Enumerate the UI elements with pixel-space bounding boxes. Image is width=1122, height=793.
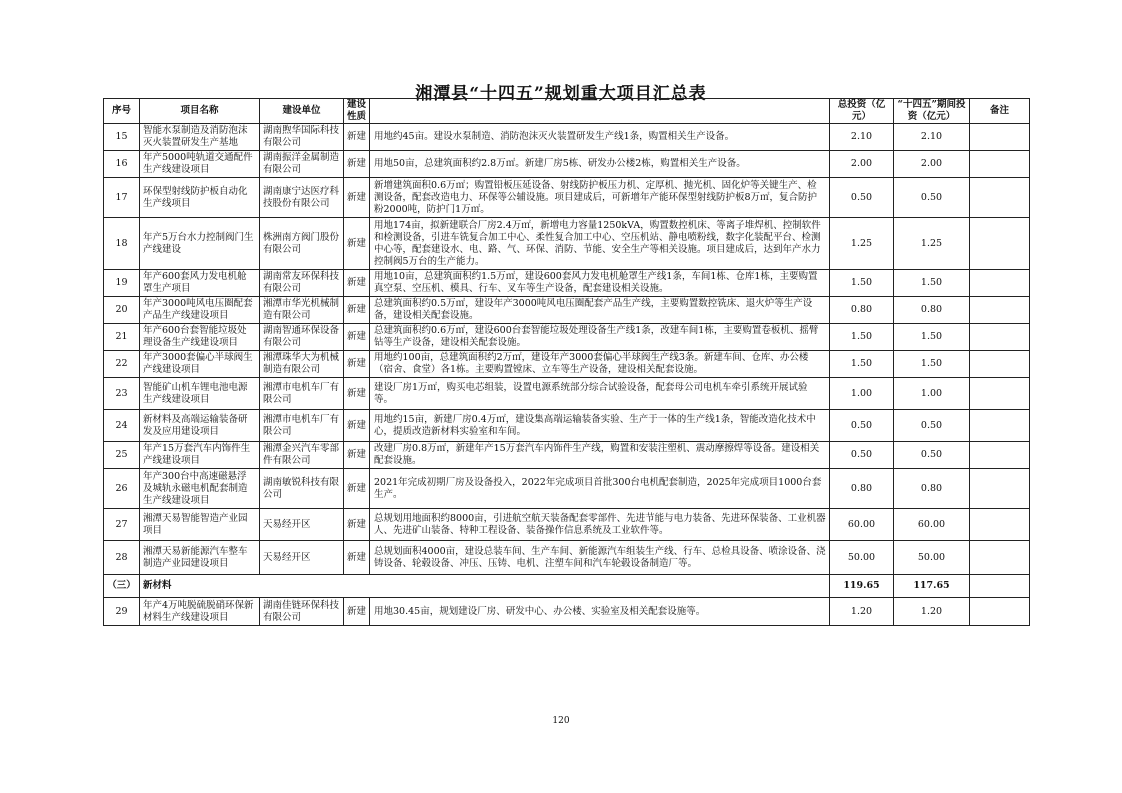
header-unit: 建设单位: [260, 99, 344, 124]
project-name: 年产5000吨轨道交通配件生产线建设项目: [140, 151, 260, 178]
build-content: 用地30.45亩，规划建设厂房、研发中心、办公楼、实验室及相关配套设施等。: [370, 598, 830, 626]
remark: [970, 297, 1030, 324]
builder-unit: 湘潭金兴汽车零部件有限公司: [260, 442, 344, 469]
project-name: 智能水泵制造及消防泡沫灭火装置研发生产基地: [140, 124, 260, 151]
build-content: 用地约100亩，总建筑面积约2万㎡，建设年产3000套偏心半球阀生产线3条。新建车间、仓库、办公楼（宿舍、食堂）各1栋。主要购置镗床、立车等生产设备，建设相关配套设施。: [370, 351, 830, 378]
table-row: [104, 378, 1030, 410]
builder-unit: 湘潭市电机车厂有限公司: [260, 410, 344, 442]
table-row: [104, 598, 1030, 626]
plan-investment: 1.50: [894, 324, 970, 351]
builder-unit: 湖南佳链环保科技有限公司: [260, 598, 344, 626]
project-name: 年产3000套偏心半球阀生产线建设项目: [140, 351, 260, 378]
remark: [970, 442, 1030, 469]
remark: [970, 509, 1030, 541]
project-name: 年产3000吨风电压圈配套产品生产线建设项目: [140, 297, 260, 324]
row-number: 20: [104, 297, 140, 324]
header-nature: 建设性质: [344, 99, 370, 124]
row-number: 17: [104, 178, 140, 218]
builder-unit: 天易经开区: [260, 509, 344, 541]
row-number: 27: [104, 509, 140, 541]
plan-investment: 50.00: [894, 541, 970, 575]
total-investment: 1.25: [830, 218, 894, 270]
build-nature: 新建: [344, 178, 370, 218]
total-investment: 1.50: [830, 351, 894, 378]
project-name: 湘潭天易智能智造产业园项目: [140, 509, 260, 541]
section-remark: [970, 575, 1030, 598]
plan-investment: 1.50: [894, 270, 970, 297]
table-row: [104, 509, 1030, 541]
table-row: [104, 469, 1030, 509]
total-investment: 1.50: [830, 324, 894, 351]
row-number: 21: [104, 324, 140, 351]
build-nature: 新建: [344, 509, 370, 541]
build-content: 总规划面积4000亩，建设总装车间、生产车间、新能源汽车组装生产线、行车、总检具设备、喷涂设备、浇铸设备、轮毂设备、冲压、压铸、电机、注塑车间和汽车轮毂设备制造厂等。: [370, 541, 830, 575]
remark: [970, 541, 1030, 575]
total-investment: 1.20: [830, 598, 894, 626]
row-number: 15: [104, 124, 140, 151]
builder-unit: 湖南敏锐科技有限公司: [260, 469, 344, 509]
remark: [970, 218, 1030, 270]
build-nature: 新建: [344, 351, 370, 378]
builder-unit: 湖南常友环保科技有限公司: [260, 270, 344, 297]
table-row: [104, 442, 1030, 469]
row-number: 22: [104, 351, 140, 378]
remark: [970, 178, 1030, 218]
total-investment: 0.50: [830, 410, 894, 442]
table-row: [104, 297, 1030, 324]
remark: [970, 410, 1030, 442]
plan-investment: 1.25: [894, 218, 970, 270]
project-name: 年产600台套智能垃圾处理设备生产线建设项目: [140, 324, 260, 351]
build-nature: 新建: [344, 151, 370, 178]
plan-investment: 0.80: [894, 469, 970, 509]
remark: [970, 469, 1030, 509]
plan-investment: 0.50: [894, 178, 970, 218]
row-number: 24: [104, 410, 140, 442]
remark: [970, 151, 1030, 178]
project-name: 环保型射线防护板自动化生产线项目: [140, 178, 260, 218]
remark: [970, 598, 1030, 626]
header-remark: 备注: [970, 99, 1030, 124]
build-nature: 新建: [344, 378, 370, 410]
header-plan-invest: “十四五”期间投资（亿元）: [894, 99, 970, 124]
project-name: 年产15万套汽车内饰件生产线建设项目: [140, 442, 260, 469]
build-content: 新增建筑面积0.6万㎡；购置铅板压延设备、射线防护板压力机、定厚机、抛光机、固化炉等关键生产、检测设备，配套改造电力、环保等公辅设施。项目建成后，可新增年产能环保型射线防护板8万㎡，复合防护粉2000吨，防护门1万㎡。: [370, 178, 830, 218]
header-content: [370, 99, 830, 124]
build-nature: 新建: [344, 410, 370, 442]
header-row: [104, 99, 1030, 124]
build-content: 用地约15亩，新建厂房0.4万㎡，建设集高端运输装备实验、生产于一体的生产线1条，智能改造化技术中心，提质改造新材料实验室和车间。: [370, 410, 830, 442]
build-content: 用地约45亩。建设水泵制造、消防泡沫灭火装置研发生产线1条，购置相关生产设备。: [370, 124, 830, 151]
builder-unit: 湘潭市华光机械制造有限公司: [260, 297, 344, 324]
total-investment: 0.80: [830, 469, 894, 509]
build-content: 用地174亩，拟新建联合厂房2.4万㎡，新增电力容量1250kVA，购置数控机床、等离子堆焊机、控制软件和检测设备，引进车铣复合加工中心、柔性复合加工中心、空压机站、静电喷粉线，数字化装配平台、检测中心等，配套建设水、电、路、气、环保、消防、节能、安全生产等相关设施。项目建成后，达到年产水力控制阀5万台的生产能力。: [370, 218, 830, 270]
plan-investment: 0.80: [894, 297, 970, 324]
builder-unit: 株洲南方阀门股份有限公司: [260, 218, 344, 270]
row-number: 19: [104, 270, 140, 297]
total-investment: 60.00: [830, 509, 894, 541]
row-number: 18: [104, 218, 140, 270]
section-total-investment: 119.65: [830, 575, 894, 598]
table-row: [104, 178, 1030, 218]
total-investment: 2.00: [830, 151, 894, 178]
row-number: 26: [104, 469, 140, 509]
table-row: [104, 218, 1030, 270]
table-row: [104, 324, 1030, 351]
section-plan-investment: 117.65: [894, 575, 970, 598]
plan-investment: 1.50: [894, 351, 970, 378]
build-content: 2021年完成初期厂房及设备投入，2022年完成项目首批300台电机配套制造，2025年完成项目1000台套生产。: [370, 469, 830, 509]
build-content: 总建筑面积约0.6万㎡，建设600台套智能垃圾处理设备生产线1条，改建车间1栋，主要购置卷板机、摇臂钻等生产设备，建设相关配套设施。: [370, 324, 830, 351]
builder-unit: 湖南康宁达医疗科技股份有限公司: [260, 178, 344, 218]
table-row: [104, 351, 1030, 378]
row-number: 16: [104, 151, 140, 178]
remark: [970, 351, 1030, 378]
table-row: [104, 124, 1030, 151]
build-nature: 新建: [344, 270, 370, 297]
build-content: 总建筑面积约0.5万㎡，建设年产3000吨风电压圈配套产品生产线，主要购置数控铣床、退火炉等生产设备，建设相关配套设施。: [370, 297, 830, 324]
total-investment: 0.80: [830, 297, 894, 324]
page-title: 湘潭县“十四五”规划重大项目汇总表: [415, 84, 707, 104]
plan-investment: 60.00: [894, 509, 970, 541]
header-name: 项目名称: [140, 99, 260, 124]
builder-unit: 湖南振洋金属制造有限公司: [260, 151, 344, 178]
section-name: 新材料: [140, 575, 830, 598]
build-content: 总规划用地面积约8000亩，引进航空航天装备配套零部件、先进节能与电力装备、先进环保装备、工业机器人、先进矿山装备、特种工程设备、装备操作信息系统及工业软件等。: [370, 509, 830, 541]
project-name: 新材料及高端运输装备研发及应用建设项目: [140, 410, 260, 442]
project-name: 湘潭天易新能源汽车整车制造产业园建设项目: [140, 541, 260, 575]
table-row: [104, 151, 1030, 178]
builder-unit: 湖南煦华国际科技有限公司: [260, 124, 344, 151]
project-name: 智能矿山机车锂电池电源生产线建设项目: [140, 378, 260, 410]
table-row: [104, 541, 1030, 575]
total-investment: 1.00: [830, 378, 894, 410]
section-number: （三）: [104, 575, 140, 598]
project-name: 年产600套风力发电机舱罩生产项目: [140, 270, 260, 297]
build-nature: 新建: [344, 124, 370, 151]
builder-unit: 湘潭市电机车厂有限公司: [260, 378, 344, 410]
build-content: 建设厂房1万㎡，购买电芯组装，设置电源系统部分综合试验设备，配套母公司电机车牵引系统开展试验等。: [370, 378, 830, 410]
table-row: [104, 410, 1030, 442]
project-name: 年产5万台水力控制阀门生产线建设: [140, 218, 260, 270]
header-no: 序号: [104, 99, 140, 124]
row-number: 28: [104, 541, 140, 575]
remark: [970, 124, 1030, 151]
build-nature: 新建: [344, 324, 370, 351]
section-row: [104, 575, 1030, 598]
build-nature: 新建: [344, 218, 370, 270]
row-number: 29: [104, 598, 140, 626]
plan-investment: 0.50: [894, 410, 970, 442]
total-investment: 0.50: [830, 178, 894, 218]
row-number: 25: [104, 442, 140, 469]
row-number: 23: [104, 378, 140, 410]
build-nature: 新建: [344, 541, 370, 575]
build-nature: 新建: [344, 297, 370, 324]
build-content: 用地50亩，总建筑面积约2.8万㎡。新建厂房5栋、研发办公楼2栋，购置相关生产设备。: [370, 151, 830, 178]
project-name: 年产4万吨脱硫脱硝环保新材料生产线建设项目: [140, 598, 260, 626]
builder-unit: 湘潭珠华大为机械制造有限公司: [260, 351, 344, 378]
plan-investment: 2.00: [894, 151, 970, 178]
plan-investment: 0.50: [894, 442, 970, 469]
builder-unit: 天易经开区: [260, 541, 344, 575]
remark: [970, 324, 1030, 351]
build-nature: 新建: [344, 598, 370, 626]
total-investment: 0.50: [830, 442, 894, 469]
total-investment: 2.10: [830, 124, 894, 151]
header-invest: 总投资（亿元）: [830, 99, 894, 124]
plan-investment: 1.20: [894, 598, 970, 626]
build-content: 改建厂房0.8万㎡，新建年产15万套汽车内饰件生产线，购置和安装注塑机、震动摩擦焊等设备。建设相关配套设施。: [370, 442, 830, 469]
project-table: [103, 98, 1030, 626]
total-investment: 50.00: [830, 541, 894, 575]
project-name: 年产300台中高速磁悬浮及城轨永磁电机配套制造生产线建设项目: [140, 469, 260, 509]
plan-investment: 1.00: [894, 378, 970, 410]
build-nature: 新建: [344, 442, 370, 469]
remark: [970, 270, 1030, 297]
build-nature: 新建: [344, 469, 370, 509]
table-row: [104, 270, 1030, 297]
plan-investment: 2.10: [894, 124, 970, 151]
build-content: 用地10亩，总建筑面积约1.5万㎡，建设600套风力发电机舱罩生产线1条，车间1栋、仓库1栋，主要购置真空泵、空压机、模具、行车、叉车等生产设备，配套建设相关设施。: [370, 270, 830, 297]
total-investment: 1.50: [830, 270, 894, 297]
page-number: 120: [552, 716, 570, 726]
builder-unit: 湖南智通环保设备有限公司: [260, 324, 344, 351]
remark: [970, 378, 1030, 410]
